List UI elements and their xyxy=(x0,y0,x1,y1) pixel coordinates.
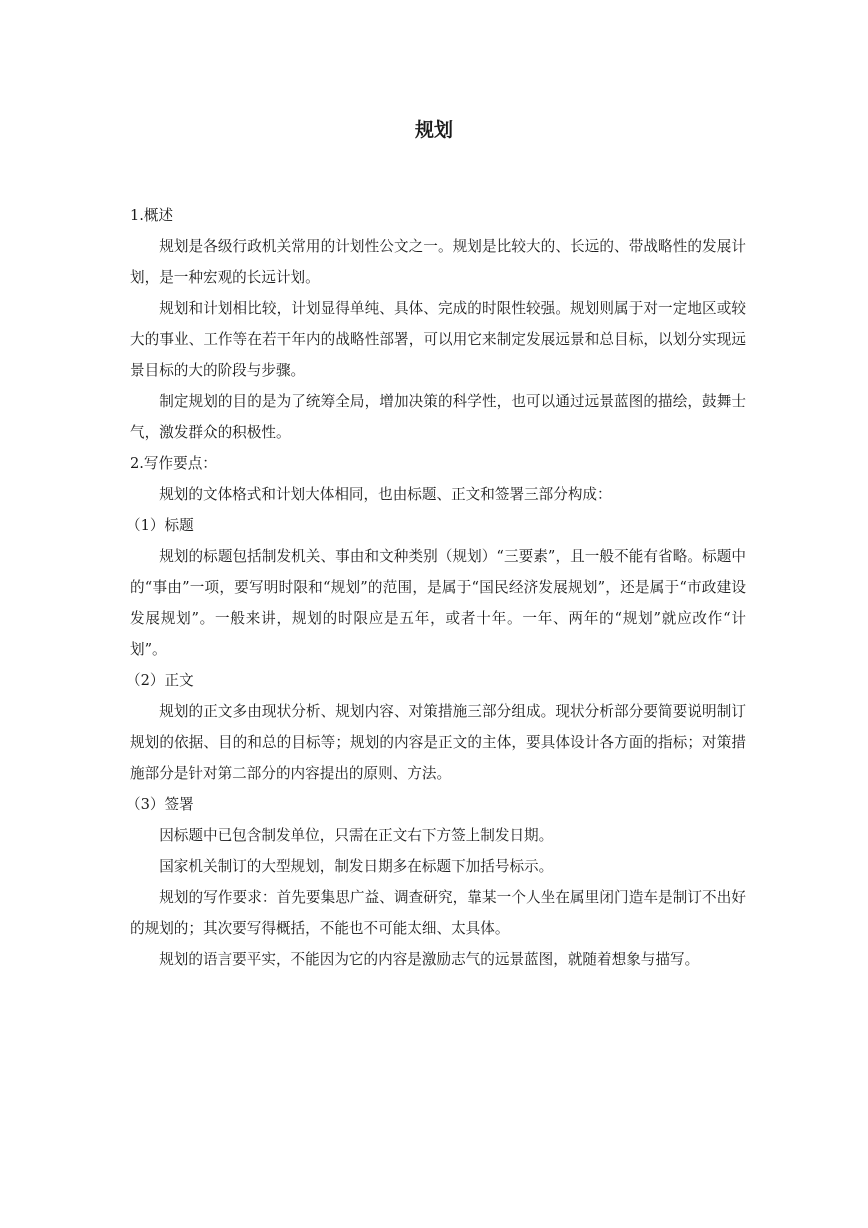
paragraph-signature-2: 国家机关制订的大型规划，制发日期多在标题下加括号标示。 xyxy=(159,858,554,875)
document-body xyxy=(126,200,746,975)
section-heading-writing: 2.写作要点： xyxy=(130,455,217,472)
paragraph-overview-2: 规划和计划相比较，计划显得单纯、具体、完成的时限性较强。规划则属于对一定地区或较大的事业、工作等在若干年内的战略性部署，可以用它来制定发展远景和总目标，以划分实现远景目标的大的阶段与步骤。 xyxy=(130,300,746,379)
paragraph-writing-intro: 规划的文体格式和计划大体相同，也由标题、正文和签署三部分构成： xyxy=(159,486,612,503)
subheading-title: （1）标题 xyxy=(126,517,194,534)
document-title: 规划 xyxy=(414,119,453,141)
paragraph-overview-3: 制定规划的目的是为了统筹全局，增加决策的科学性，也可以通过远景蓝图的描绘，鼓舞士气，激发群众的积极性。 xyxy=(130,393,746,441)
paragraph-title: 规划的标题包括制发机关、事由和文种类别（规划）“三要素”，且一般不能有省略。标题中的“事由”一项，要写明时限和“规划”的范围，是属于“国民经济发展规划”，还是属于“市政建设发展规划”。一般来讲，规划的时限应是五年，或者十年。一年、两年的“规划”就应改作“计划”。 xyxy=(130,548,746,658)
paragraph-overview-1: 规划是各级行政机关常用的计划性公文之一。规划是比较大的、长远的、带战略性的发展计划，是一种宏观的长远计划。 xyxy=(130,238,746,286)
paragraph-signature-1: 因标题中已包含制发单位，只需在正文右下方签上制发日期。 xyxy=(159,827,554,844)
subheading-signature: （3）签署 xyxy=(126,796,194,813)
paragraph-body: 规划的正文多由现状分析、规划内容、对策措施三部分组成。现状分析部分要简要说明制订规划的依据、目的和总的目标等；规划的内容是正文的主体，要具体设计各方面的指标；对策措施部分是针对第二部分的内容提出的原则、方法。 xyxy=(130,703,746,782)
section-heading-overview: 1.概述 xyxy=(130,207,174,224)
paragraph-language: 规划的语言要平实，不能因为它的内容是激励志气的远景蓝图，就随着想象与描写。 xyxy=(159,951,700,968)
subheading-body: （2）正文 xyxy=(126,672,194,689)
paragraph-requirements: 规划的写作要求：首先要集思广益、调查研究，靠某一个人坐在属里闭门造车是制订不出好的规划的；其次要写得概括，不能也不可能太细、太具体。 xyxy=(130,889,746,937)
